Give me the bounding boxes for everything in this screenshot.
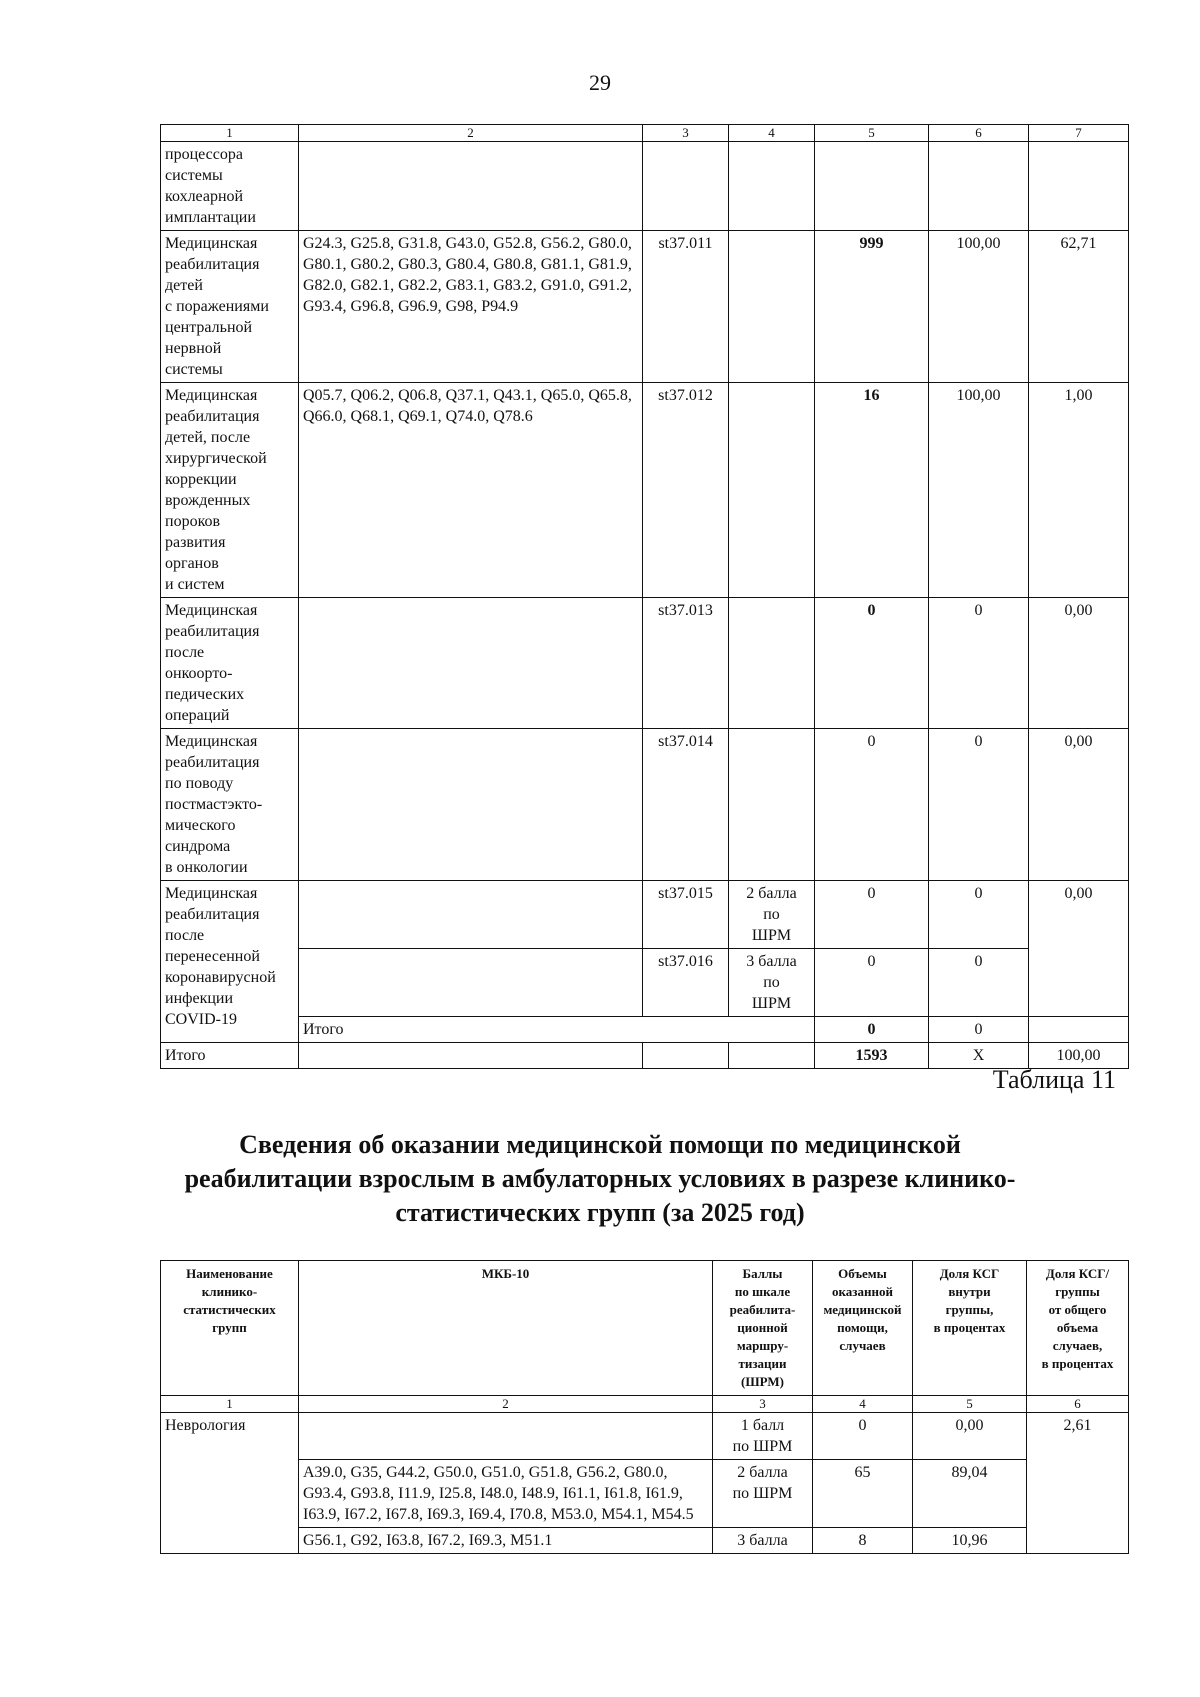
total-row bbox=[161, 1043, 1129, 1069]
icd-codes: A39.0, G35, G44.2, G50.0, G51.0, G51.8, G56.2, G80.0, G93.4, G93.8, I11.9, I25.8, I48.0, I48.9, I61.1, I61.8, I61.9, I63.9, I67.2, I67.8, I69.3, I69.4, I70.8, M53.0, M54.1, M54.5 bbox=[299, 1460, 713, 1528]
volume: 999 bbox=[815, 231, 929, 383]
share-in-group: 0 bbox=[929, 881, 1029, 949]
column-number-row bbox=[161, 1396, 1129, 1413]
share-total: 0,00 bbox=[1029, 729, 1129, 881]
total-empty bbox=[299, 1043, 643, 1069]
ksg-code: st37.012 bbox=[643, 383, 729, 598]
group-share-total: 2,61 bbox=[1027, 1413, 1129, 1554]
column-header: Объемы оказанной медицинской помощи, случаев bbox=[813, 1261, 913, 1396]
ksg-name: Медицинская реабилитация после онкоорто- педических операций bbox=[161, 598, 299, 729]
col-number: 6 bbox=[929, 125, 1029, 142]
table-row bbox=[161, 383, 1129, 598]
table-row bbox=[161, 949, 1129, 1017]
volume bbox=[815, 142, 929, 231]
col-number: 6 bbox=[1027, 1396, 1129, 1413]
share-total bbox=[1029, 142, 1129, 231]
icd-codes bbox=[299, 881, 643, 949]
icd-codes bbox=[299, 142, 643, 231]
col-number: 1 bbox=[161, 1396, 299, 1413]
total-volume: 1593 bbox=[815, 1043, 929, 1069]
subtotal-row bbox=[161, 1017, 1129, 1043]
column-header: Баллы по шкале реабилита- ционной маршру- тизации (ШРМ) bbox=[713, 1261, 813, 1396]
table-row bbox=[161, 142, 1129, 231]
subtotal-share-total bbox=[1029, 1017, 1129, 1043]
ksg-code: st37.013 bbox=[643, 598, 729, 729]
ksg-name: Медицинская реабилитация по поводу постмастэкто- мического синдрома в онкологии bbox=[161, 729, 299, 881]
col-number: 2 bbox=[299, 1396, 713, 1413]
table-row bbox=[161, 729, 1129, 881]
col-number: 5 bbox=[815, 125, 929, 142]
icd-codes bbox=[299, 1413, 713, 1460]
share-in-group bbox=[929, 142, 1029, 231]
icd-codes bbox=[299, 598, 643, 729]
shrm-score: 3 балла bbox=[713, 1528, 813, 1554]
volume: 65 bbox=[813, 1460, 913, 1528]
table-row bbox=[161, 881, 1129, 949]
col-number: 4 bbox=[729, 125, 815, 142]
share-in-group: 0,00 bbox=[913, 1413, 1027, 1460]
shrm-score: 3 балла по ШРМ bbox=[729, 949, 815, 1017]
ksg-code: st37.014 bbox=[643, 729, 729, 881]
share-in-group: 89,04 bbox=[913, 1460, 1027, 1528]
column-header: Доля КСГ внутри группы, в процентах bbox=[913, 1261, 1027, 1396]
table-row bbox=[161, 1413, 1129, 1460]
rehab-children-table bbox=[160, 124, 1129, 1069]
table-row bbox=[161, 1528, 1129, 1554]
shrm-score: 1 балл по ШРМ bbox=[713, 1413, 813, 1460]
shrm-score bbox=[729, 729, 815, 881]
ksg-name: Медицинская реабилитация после перенесенной коронавирусной инфекции COVID-19 bbox=[161, 881, 299, 1043]
total-empty bbox=[643, 1043, 729, 1069]
subtotal-label: Итого bbox=[299, 1017, 815, 1043]
volume: 0 bbox=[815, 949, 929, 1017]
ksg-code: st37.011 bbox=[643, 231, 729, 383]
subtotal-volume: 0 bbox=[815, 1017, 929, 1043]
total-share-in-group: Х bbox=[929, 1043, 1029, 1069]
share-total: 0,00 bbox=[1029, 881, 1129, 1017]
ksg-code: st37.015 bbox=[643, 881, 729, 949]
shrm-score bbox=[729, 142, 815, 231]
column-header: Наименование клинико- статистических групп bbox=[161, 1261, 299, 1396]
share-in-group: 100,00 bbox=[929, 383, 1029, 598]
table-row bbox=[161, 231, 1129, 383]
shrm-score: 2 балла по ШРМ bbox=[713, 1460, 813, 1528]
total-empty bbox=[729, 1043, 815, 1069]
table-title: Сведения об оказании медицинской помощи по медицинской реабилитации взрослым в амбулаторных условиях в разрезе клинико-статистических групп (за 2025 год) bbox=[184, 1130, 1016, 1227]
icd-codes: G56.1, G92, I63.8, I67.2, I69.3, M51.1 bbox=[299, 1528, 713, 1554]
volume: 16 bbox=[815, 383, 929, 598]
shrm-score: 2 балла по ШРМ bbox=[729, 881, 815, 949]
volume: 0 bbox=[815, 598, 929, 729]
group-name: Неврология bbox=[161, 1413, 299, 1554]
volume: 0 bbox=[815, 881, 929, 949]
ksg-code bbox=[643, 142, 729, 231]
column-number-row bbox=[161, 125, 1129, 142]
shrm-score bbox=[729, 598, 815, 729]
icd-codes: Q05.7, Q06.2, Q06.8, Q37.1, Q43.1, Q65.0, Q65.8, Q66.0, Q68.1, Q69.1, Q74.0, Q78.6 bbox=[299, 383, 643, 598]
volume: 0 bbox=[815, 729, 929, 881]
icd-codes bbox=[299, 949, 643, 1017]
table-row bbox=[161, 598, 1129, 729]
volume: 0 bbox=[813, 1413, 913, 1460]
col-number: 4 bbox=[813, 1396, 913, 1413]
icd-codes bbox=[299, 729, 643, 881]
col-number: 1 bbox=[161, 125, 299, 142]
table-label: Таблица 11 bbox=[992, 1065, 1116, 1094]
page-number: 29 bbox=[589, 70, 611, 95]
col-number: 7 bbox=[1029, 125, 1129, 142]
table-row bbox=[161, 1460, 1129, 1528]
share-in-group: 0 bbox=[929, 729, 1029, 881]
total-share-total: 100,00 bbox=[1029, 1043, 1129, 1069]
column-header: МКБ-10 bbox=[299, 1261, 713, 1396]
rehab-adults-table bbox=[160, 1260, 1129, 1554]
total-label: Итого bbox=[161, 1043, 299, 1069]
volume: 8 bbox=[813, 1528, 913, 1554]
shrm-score bbox=[729, 231, 815, 383]
share-in-group: 10,96 bbox=[913, 1528, 1027, 1554]
share-in-group: 0 bbox=[929, 598, 1029, 729]
share-total: 0,00 bbox=[1029, 598, 1129, 729]
share-total: 1,00 bbox=[1029, 383, 1129, 598]
ksg-code: st37.016 bbox=[643, 949, 729, 1017]
ksg-name: Медицинская реабилитация детей с поражениями центральной нервной системы bbox=[161, 231, 299, 383]
share-total: 62,71 bbox=[1029, 231, 1129, 383]
col-number: 3 bbox=[643, 125, 729, 142]
header-row bbox=[161, 1261, 1129, 1396]
subtotal-share: 0 bbox=[929, 1017, 1029, 1043]
icd-codes: G24.3, G25.8, G31.8, G43.0, G52.8, G56.2, G80.0, G80.1, G80.2, G80.3, G80.4, G80.8, G81.1, G81.9, G82.0, G82.1, G82.2, G83.1, G83.2, G91.0, G91.2, G93.4, G96.8, G96.9, G98, P94.9 bbox=[299, 231, 643, 383]
col-number: 5 bbox=[913, 1396, 1027, 1413]
col-number: 2 bbox=[299, 125, 643, 142]
ksg-name: процессора системы кохлеарной имплантации bbox=[161, 142, 299, 231]
share-in-group: 0 bbox=[929, 949, 1029, 1017]
share-in-group: 100,00 bbox=[929, 231, 1029, 383]
col-number: 3 bbox=[713, 1396, 813, 1413]
ksg-name: Медицинская реабилитация детей, после хирургической коррекции врожденных пороков развития органов и систем bbox=[161, 383, 299, 598]
shrm-score bbox=[729, 383, 815, 598]
column-header: Доля КСГ/ группы от общего объема случаев, в процентах bbox=[1027, 1261, 1129, 1396]
